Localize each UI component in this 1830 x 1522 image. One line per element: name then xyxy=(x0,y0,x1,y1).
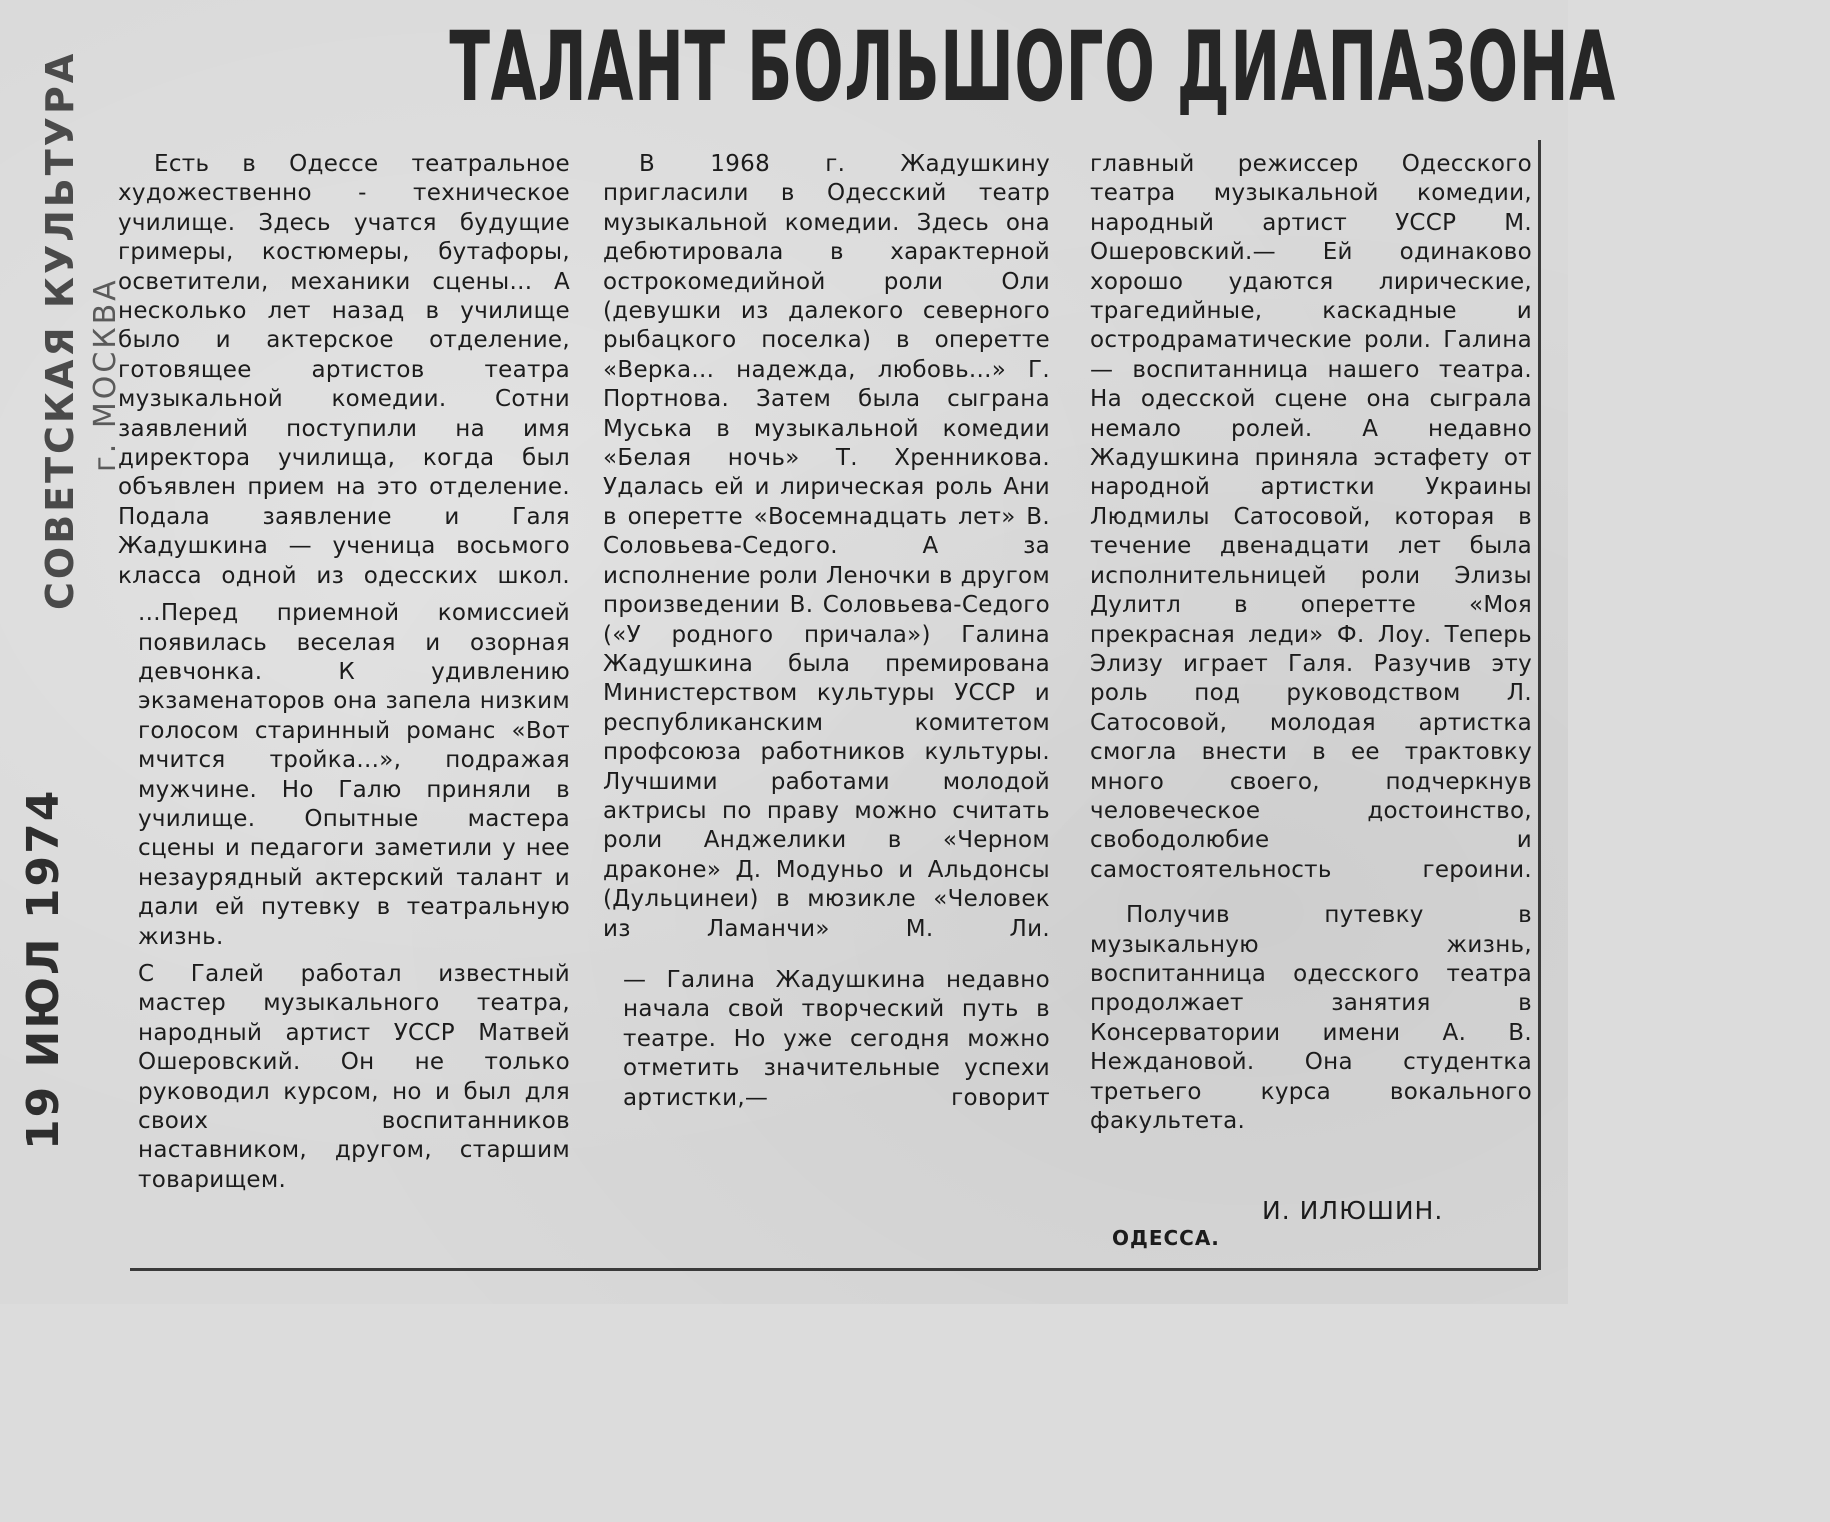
article-column-1 xyxy=(118,150,570,1195)
article-column-3 xyxy=(1090,150,1532,1136)
paragraph: В 1968 г. Жадушкину пригласили в Одесский театр музыкальной комедии. Здесь она дебютировала в характерной острокомедийной роли Оли (девушки из далекого северного рыбацкого поселка) в оперетте «Верка... надежда, любовь...» Г. Портнова. Затем была сыграна Муська в музыкальной комедии «Белая ночь» Т. Хренникова. Удалась ей и лирическая роль Ани в оперетте «Восемнадцать лет» В. Соловьева-Седого. А за исполнение роли Леночки в другом произведении В. Соловьева-Седого («У родного причала») Галина Жадушкина была премирована Министерством культуры УССР и республиканским комитетом профсоюза работников культуры. Лучшими работами молодой актрисы по праву можно считать роли Анджелики в «Черном драконе» Д. Модуньо и Альдонсы (Дульцинеи) в мюзикле «Человек из Ламанчи» М. Ли. xyxy=(603,151,1050,942)
bottom-rule xyxy=(130,1268,1538,1271)
paragraph: главный режиссер Одесского театра музыкальной комедии, народный артист УССР М. Ошеровский.— Ей одинаково хорошо удаются лирические, трагедийные, каскадные и остродраматические роли. Галина — воспитанница нашего театра. На одесской сцене она сыграла немало ролей. А недавно Жадушкина приняла эстафету от народной артистки Украины Людмилы Сатосовой, которая в течение двенадцати лет была исполнительницей роли Элизы Дулитл в оперетте «Моя прекрасная леди» Ф. Лоу. Теперь Элизу играет Галя. Разучив эту роль под руководством Л. Сатосовой, молодая артистка смогла внести в ее трактовку много своего, подчеркнув человеческое достоинство, свободолюбие и самостоятельность героини. xyxy=(1090,151,1532,883)
author-signature: И. ИЛЮШИН. xyxy=(1262,1196,1444,1225)
headline: ТАЛАНТ БОЛЬШОГО ДИАПАЗОНА xyxy=(449,11,1616,123)
stamp-date: 19 ИЮЛ 1974 xyxy=(18,788,69,1150)
paragraph: — Галина Жадушкина недавно начала свой творческий путь в театре. Но уже сегодня можно отметить значительные успехи артистки,— говорит xyxy=(623,966,1050,1111)
article-column-2 xyxy=(603,150,1050,1113)
paragraph: С Галей работал известный мастер музыкального театра, народный артист УССР Матвей Ошеровский. Он не только руководил курсом, но и был для своих воспитанников наставником, другом, старшим товарищем. xyxy=(138,960,570,1193)
paragraph: Получив путевку в музыкальную жизнь, воспитанница одесского театра продолжает занятия в Консерватории имени А. В. Неждановой. Она студентка третьего курса вокального факультета. xyxy=(1090,902,1532,1134)
right-rule xyxy=(1538,140,1541,1270)
stamp-source: СОВЕТСКАЯ КУЛЬТУРА xyxy=(38,50,82,610)
paragraph: ...Перед приемной комиссией появилась веселая и озорная девчонка. К удивлению экзаменаторов она запела низким голосом старинный романс «Вот мчится тройка...», подражая мужчине. Но Галю приняли в училище. Опытные мастера сцены и педагоги заметили у нее незаурядный актерский талант и дали ей путевку в театральную жизнь. xyxy=(138,600,570,950)
stamp-city: г. МОСКВА xyxy=(88,277,123,472)
dateline: ОДЕССА. xyxy=(1112,1226,1220,1250)
paragraph: Есть в Одессе театральное художественно - техническое училище. Здесь учатся будущие гримеры, костюмеры, бутафоры, осветители, механики сцены... А несколько лет назад в училище было и актерское отделение, готовящее артистов театра музыкальной комедии. Сотни заявлений поступили на имя директора училища, когда был объявлен прием на это отделение. Подала заявление и Галя Жадушкина — ученица восьмого класса одной из одесских школ. xyxy=(118,151,570,589)
